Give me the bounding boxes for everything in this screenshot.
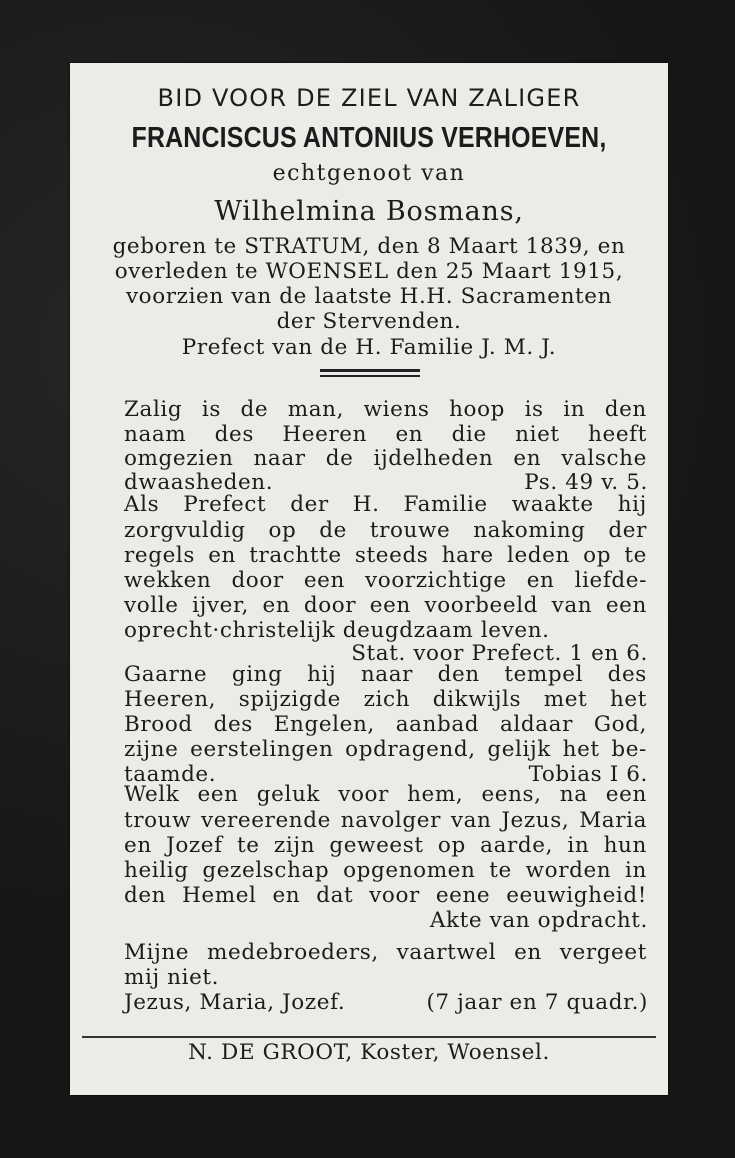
word: gelijk <box>487 737 551 762</box>
word: met <box>543 687 588 712</box>
word: der <box>608 518 647 543</box>
p1-line <box>124 398 647 422</box>
p2-reference: Stat. voor Prefect. 1 en 6. <box>351 641 648 666</box>
word: een <box>197 782 239 807</box>
word: de <box>319 518 347 543</box>
p1-line <box>124 447 647 471</box>
closing-prayer: Jezus, Maria, Jozef. <box>124 990 346 1015</box>
word: en <box>526 568 555 593</box>
word: der <box>290 492 329 517</box>
word: trouwe <box>369 518 451 543</box>
word: een <box>303 568 345 593</box>
p2-line <box>124 594 647 618</box>
word: regels <box>124 543 195 568</box>
word: tempel <box>504 662 584 687</box>
word: man, <box>287 397 345 422</box>
word: het <box>609 687 647 712</box>
word: in <box>625 858 647 883</box>
prefect-title: Prefect van de H. Familie J. M. J. <box>181 335 557 360</box>
word: be- <box>611 737 647 762</box>
word: Jezus, <box>501 808 570 833</box>
word: aldaar <box>499 712 573 737</box>
word: hoop <box>449 397 505 422</box>
word: wiens <box>363 397 430 422</box>
word: nakoming <box>473 518 586 543</box>
word: steeds <box>354 543 429 568</box>
printer-credit: N. DE GROOT, Koster, Woensel. <box>188 1040 550 1065</box>
memorial-card <box>70 63 668 1095</box>
word: Maria <box>579 808 647 833</box>
word: waakte <box>511 492 594 517</box>
word: Jozef <box>166 833 223 858</box>
word: naam <box>124 422 187 447</box>
word: liefde- <box>574 568 647 593</box>
word: des <box>214 422 254 447</box>
word: voorzichtige <box>365 568 507 593</box>
word: vergeet <box>559 940 647 965</box>
word: hare <box>441 543 494 568</box>
word: niet <box>515 422 560 447</box>
word: zich <box>363 687 411 712</box>
word: hij <box>307 662 337 687</box>
p3-line <box>124 738 647 762</box>
word: ijver, <box>192 593 249 618</box>
word: en <box>124 833 152 858</box>
p3-reference: Tobias I 6. <box>528 762 648 787</box>
word: trouw <box>124 808 192 833</box>
deceased-name: FRANCISCUS ANTONIUS VERHOEVEN, <box>131 122 607 154</box>
word: aarde, <box>480 833 554 858</box>
word: voor <box>338 782 389 807</box>
word: vereerende <box>200 808 331 833</box>
dying-line: der Stervenden. <box>276 309 462 334</box>
word: op <box>583 543 612 568</box>
p3-line <box>124 688 647 712</box>
word: te <box>489 858 512 883</box>
word: zijn <box>273 833 316 858</box>
word: Brood <box>124 712 193 737</box>
word: te <box>624 543 647 568</box>
p4-reference: Akte van opdracht. <box>429 908 648 933</box>
word: vaartwel <box>396 940 497 965</box>
word: hij <box>617 492 647 517</box>
p4-line <box>124 884 647 908</box>
word: den <box>124 883 167 908</box>
word: eerstelingen <box>190 737 334 762</box>
word: wekken <box>124 568 212 593</box>
indulgence-note: (7 jaar en 7 quadr.) <box>426 990 648 1015</box>
footer-rule <box>82 1036 656 1038</box>
word: eens, <box>481 782 542 807</box>
p3-last: taamde. <box>124 762 217 787</box>
p4-line <box>124 859 647 883</box>
birth-line: geboren te STRATUM, den 8 Maart 1839, en <box>112 234 626 259</box>
word: geweest <box>329 833 424 858</box>
word: dikwijls <box>432 687 522 712</box>
word: naar <box>360 662 414 687</box>
word: van <box>551 593 593 618</box>
word: worden <box>525 858 612 883</box>
word: voor <box>369 883 420 908</box>
spouse-name: Wilhelmina Bosmans, <box>214 196 524 227</box>
word: opgenomen <box>343 858 476 883</box>
word: den <box>604 397 647 422</box>
word: een <box>369 593 411 618</box>
word: heeft <box>588 422 647 447</box>
word: ijdelheden <box>373 446 494 471</box>
word: Hemel <box>182 883 257 908</box>
p3-line <box>124 713 647 737</box>
sacraments-line: voorzien van de laatste H.H. Sacramenten <box>125 284 613 309</box>
word: leden <box>507 543 570 568</box>
death-line: overleden te WOENSEL den 25 Maart 1915, <box>114 259 624 284</box>
word: voorbeeld <box>424 593 539 618</box>
word: zorgvuldig <box>124 518 246 543</box>
word: hun <box>603 833 647 858</box>
word: valsche <box>561 446 647 471</box>
word: een <box>605 782 647 807</box>
p1-last: dwaasheden. <box>124 470 274 495</box>
word: eeuwigheid! <box>506 883 647 908</box>
word: dat <box>316 883 354 908</box>
word: is <box>201 397 221 422</box>
word: Mijne <box>124 940 190 965</box>
p2-line <box>124 544 647 568</box>
word: te <box>237 833 260 858</box>
spouse-intro: echtgenoot van <box>272 161 466 186</box>
word: door <box>231 568 284 593</box>
word: eene <box>435 883 491 908</box>
word: Familie <box>403 492 488 517</box>
p2-last: oprecht·christelijk deugdzaam leven. <box>124 618 550 643</box>
p5-line <box>124 941 647 965</box>
word: Gaarne <box>124 662 208 687</box>
word: en <box>262 593 291 618</box>
word: op <box>268 518 297 543</box>
p1-line <box>124 423 647 447</box>
word: Engelen, <box>273 712 375 737</box>
word: zijne <box>124 737 179 762</box>
word: en <box>514 940 542 965</box>
word: Prefect <box>183 492 267 517</box>
word: navolger <box>340 808 441 833</box>
word: de <box>325 446 354 471</box>
p2-line <box>124 493 647 517</box>
word: des <box>607 662 647 687</box>
word: omgezien <box>124 446 234 471</box>
word: heilig <box>124 858 189 883</box>
word: H. <box>352 492 380 517</box>
word: in <box>567 833 590 858</box>
word: door <box>303 593 357 618</box>
word: aanbad <box>395 712 480 737</box>
p1-reference: Ps. 49 v. 5. <box>524 470 648 495</box>
word: Als <box>124 492 160 517</box>
word: en <box>395 422 424 447</box>
p2-line <box>124 569 647 593</box>
word: en <box>208 543 237 568</box>
p5-last: mij niet. <box>124 965 220 990</box>
word: Welk <box>124 782 180 807</box>
word: naar <box>253 446 306 471</box>
word: van <box>450 808 492 833</box>
word: Heeren, <box>124 687 217 712</box>
word: is <box>524 397 544 422</box>
word: ging <box>231 662 283 687</box>
word: geluk <box>256 782 321 807</box>
word: het <box>562 737 600 762</box>
word: en <box>513 446 542 471</box>
word: den <box>437 662 480 687</box>
word: medebroeders, <box>207 940 379 965</box>
word: volle <box>124 593 179 618</box>
p3-line <box>124 663 647 687</box>
word: opdragend, <box>345 737 476 762</box>
word: de <box>240 397 269 422</box>
word: in <box>563 397 586 422</box>
word: die <box>451 422 487 447</box>
word: spijzigde <box>238 687 341 712</box>
word: des <box>213 712 253 737</box>
word: Heeren <box>282 422 368 447</box>
divider-thick <box>320 369 420 372</box>
word: trachtte <box>249 543 342 568</box>
prayer-heading: BID VOOR DE ZIEL VAN ZALIGER <box>157 84 581 112</box>
p2-line <box>124 519 647 543</box>
word: God, <box>593 712 647 737</box>
word: Zalig <box>124 397 183 422</box>
word: gezelschap <box>202 858 330 883</box>
word: op <box>437 833 466 858</box>
word: en <box>272 883 301 908</box>
word: na <box>559 782 588 807</box>
p4-line <box>124 834 647 858</box>
divider-thin <box>320 375 420 377</box>
word: hem, <box>407 782 464 807</box>
p4-line <box>124 809 647 833</box>
word: een <box>605 593 647 618</box>
